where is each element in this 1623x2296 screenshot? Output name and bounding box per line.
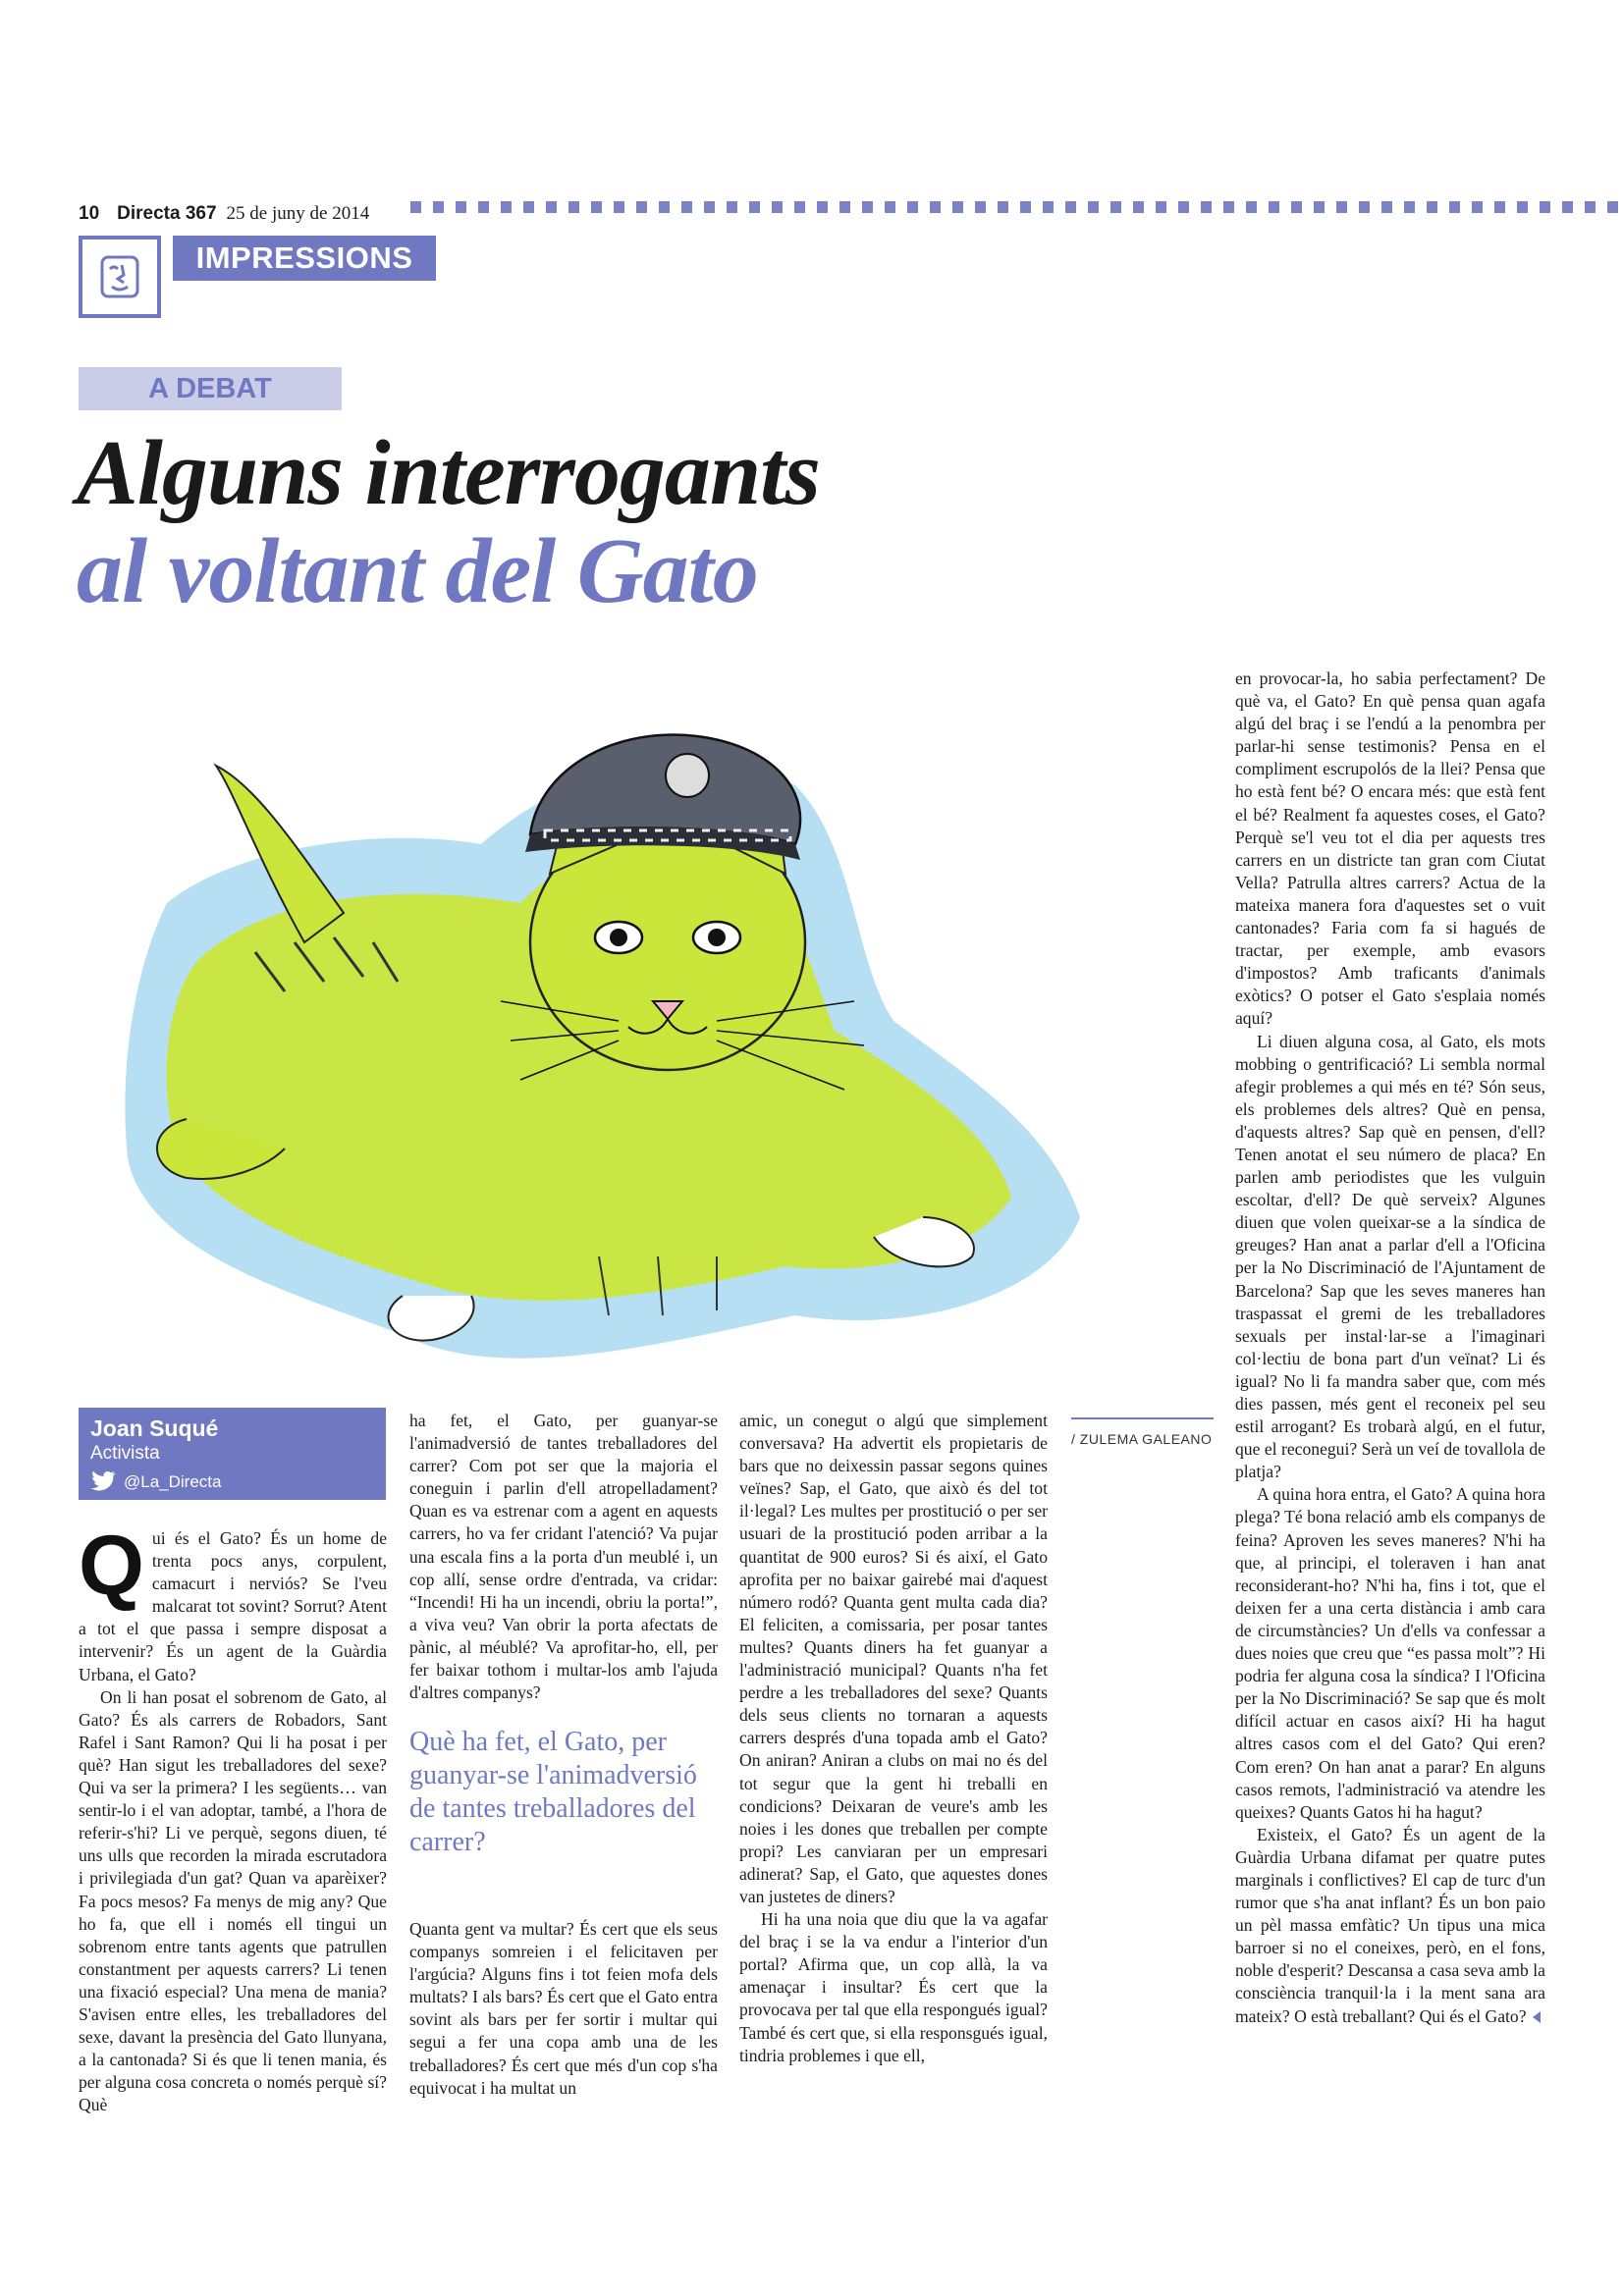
paragraph: ha fet, el Gato, per guanyar-se l'animadversió de tantes treballadores del carrer? Com pot ser que la majoria el coneguin i parlin d'ell atropelladament? Quan es va estrenar com a agent en aquests carrers, ho va fer cridant l'atenció? Va pujar una escala fins a la porta d'un meublé i, un cop allí, sense ordre d'entrada, va cridar: “Incendi! Hi ha un incendi, obriu la porta!”, a viva veu? Van obrir la porta afectats de pànic, al méublé? Va aprofitar-ho, ell, per fer baixar tothom i multar-los amb l'ajuda d'altres companys?: [409, 1411, 718, 1703]
paragraph: Hi ha una noia que diu que la va agafar del braç i se la va endur a l'interior d'un portal? Afirma que, un cop allà, la va amenaçar i insultar? És cert que la provocava per tal que ella respongués igual? També és cert que, si ella responsgués igual, tindria problemes i que ell,: [739, 1909, 1048, 2065]
paragraph-text: Existeix, el Gato? És un agent de la Guàrdia Urbana difamat per quatre putes marginals i conflictives? El cap de turc d'un rumor que s'ha anat inflant? És un bon paio un pèl massa emfàtic? Un tipus una mica barroer si no el coneixes, però, en el fons, noble d'esperit? Descansa a casa seva amb la consciència tranquil·la i la ment sana ara mateix? O està treballant? Qui és el Gato?: [1235, 1824, 1545, 2026]
twitter-bird-icon: [88, 1470, 116, 1492]
paragraph: Quanta gent va multar? És cert que els seus companys somreien i el felicitaven per l'argúcia? Alguns fins i tot feien mofa dels multats? I als bars? És cert que el Gato entra sovint als bars per fer sortir i multar qui segui a fer una copa amb una de les treballadores? És cert que més d'un cop s'ha equivocat i ha multat un: [409, 1919, 718, 2098]
body-column-1: [79, 1519, 387, 2116]
paragraph: amic, un conegut o algú que simplement conversava? Ha advertit els propietaris de bars que no deixessin passar segons quines veïnes? Sap, el Gato, que això és del tot il·legal? Les multes per prostitució o per ser usuari de la prostitució poden arribar a la quantitat de 900 euros? Si és així, el Gato aprofita per no baixar gairebé mai d'aquest número rodó? Quanta gent multa cada dia? El feliciten, a comissaria, per posar tantes multes? Quants diners ha fet guanyar a l'administració municipal? Quants n'ha fet perdre a les treballadores del sexe? Quants dels seus clients no tornaran a aquests carrers després d'una topada amb el Gato? On aniran? Aniran a clubs on mai no és del tot segur que la gent hi treballi en condicions? Deixaran de veure's amb les noies i les dones que treballen per compte propi? Les canviaran per un empresari adinerat? Sap, el Gato, que aquestes dones van justetes de diners?: [739, 1411, 1048, 1906]
headline-line-1: Alguns interrogants: [77, 422, 820, 524]
body-column-2-continued: [409, 1918, 718, 2100]
headline-line-2: al voltant del Gato: [77, 520, 758, 622]
pull-quote: Què ha fet, el Gato, per guanyar-se l'animadversió de tantes treballadores del carrer?: [409, 1727, 697, 1857]
paragraph: A quina hora entra, el Gato? A quina hora plega? Té bona relació amb els companys de feina? Aproven les seves maneres? N'hi ha que, al principi, el toleraven i han anat reconsiderant-ho? N'hi ha, fins i tot, que el deixen fer a una certa distància i amb cara de circumstàncies? Un d'ells va confessar a dues noies que creu que “es passa molt”? Hi podria fer alguna cosa la síndica? I l'Oficina per la No Discriminació? Se sap que és molt difícil actuar en casos així? Hi ha hagut altres casos com el del Gato? Qui eren? Com eren? On han anat a parar? En alguns casos remots, l'administració va atendre les queixes? Quants Gatos hi ha hagut?: [1235, 1484, 1545, 1822]
cat-police-illustration: [108, 707, 1129, 1394]
kicker-label: A DEBAT: [79, 367, 342, 410]
drop-cap: Q: [79, 1519, 144, 1613]
body-column-2: [409, 1410, 718, 1704]
paragraph: [1235, 1824, 1545, 2028]
body-column-4: [1235, 667, 1545, 2028]
impressions-face-icon: [79, 236, 161, 318]
credit-rule: [1071, 1417, 1214, 1419]
end-of-article-icon: [1533, 2011, 1541, 2023]
issue-date: 25 de juny de 2014: [226, 203, 370, 224]
page-number: 10: [79, 203, 100, 224]
section-label: IMPRESSIONS: [173, 236, 436, 281]
author-box: [79, 1408, 386, 1500]
paragraph: en provocar-la, ho sabia perfectament? De què va, el Gato? En què pensa quan agafa algú del braç i se l'endú a la penombra per parlar-hi sense testimonis? Pensa en el compliment escrupolós de la llei? Pensa que ho està fent bé? O encara més: que està fent el bé? Realment fa aquestes coses, el Gato? Perquè se'l veu tot el dia per aquests tres carrers en un districte tan gran com Ciutat Vella? Patrulla altres carrers? Actua de la mateixa manera fora d'aquestes set o vuit cantonades? Faria com fa si hagués de tractar, per exemple, amb evasors d'impostos? Amb traficants d'animals exòtics? O potser el Gato s'esplaia només aquí?: [1235, 668, 1545, 1029]
header-dotted-rule: [410, 201, 1623, 213]
paragraph: Li diuen alguna cosa, al Gato, els mots mobbing o gentrificació? Li sembla normal afegir problemes a qui més en té? Són seus, els problemes dels altres? Què en pensa, d'aquests altres? Sap què en pensen, d'ell? Tenen anotat el seu número de placa? En parlen amb periodistes que les vulguin escoltar, d'ell? De què serveix? Algunes diuen que volen queixar-se a la síndica de greuges? Han anat a parlar d'ell a l'Oficina per la No Discriminació de l'Ajuntament de Barcelona? Sap que les seves maneres han traspassat el gremi de les treballadores sexuals per instal·lar-se a l'imaginari col·lectiu de bona part d'un veïnat? Li és igual? No li fa mandra saber que, com més dies passen, més gent el reconeix pel seu estil arrogant? Es trobarà algú, en el futur, que el reconegui? Serà un veí de tovallola de platja?: [1235, 1031, 1545, 1482]
author-role: Activista: [90, 1443, 160, 1464]
author-twitter-handle[interactable]: @La_Directa: [124, 1472, 222, 1491]
page-header: [79, 202, 369, 226]
publication-name: Directa 367: [117, 203, 217, 224]
paragraph: ui és el Gato? És un home de trenta pocs anys, corpulent, camacurt i nerviós? Se l'veu malcarat tot sovint? Sorrut? Atent a tot el que passa i sempre disposat a intervenir? És un agent de la Guàrdia Urbana, el Gato?: [79, 1528, 387, 1684]
body-column-3: [739, 1410, 1048, 2067]
author-name: Joan Suqué: [90, 1415, 219, 1441]
paragraph: On li han posat el sobrenom de Gato, al Gato? És als carrers de Robadors, Sant Rafel i Sant Ramon? Qui li ha posat i per què? Han sigut les treballadores del sexe? Qui va ser la primera? I les següents… van sentir-lo i el van adoptar, també, a l'hora de referir-s'hi? Li ve perquè, segons diuen, té uns ulls que recorden la mirada escrutadora i privilegiada d'un gat? Quan va aparèixer? Fa pocs mesos? Fa menys de mig any? Que ho fa, que ell i només ell tingui un sobrenom entre tants agents que patrullen constantment per aquests carrers? Li tenen una fixació especial? Una mena de mania? S'avisen entre elles, les treballadores del sexe, davant la presència del Gato llunyana, a la cantonada? Si és que li tenen mania, és per alguna cosa concreta o només perquè sí? Què: [79, 1686, 387, 2115]
illustration-credit: / ZULEMA GALEANO: [1071, 1431, 1213, 1447]
